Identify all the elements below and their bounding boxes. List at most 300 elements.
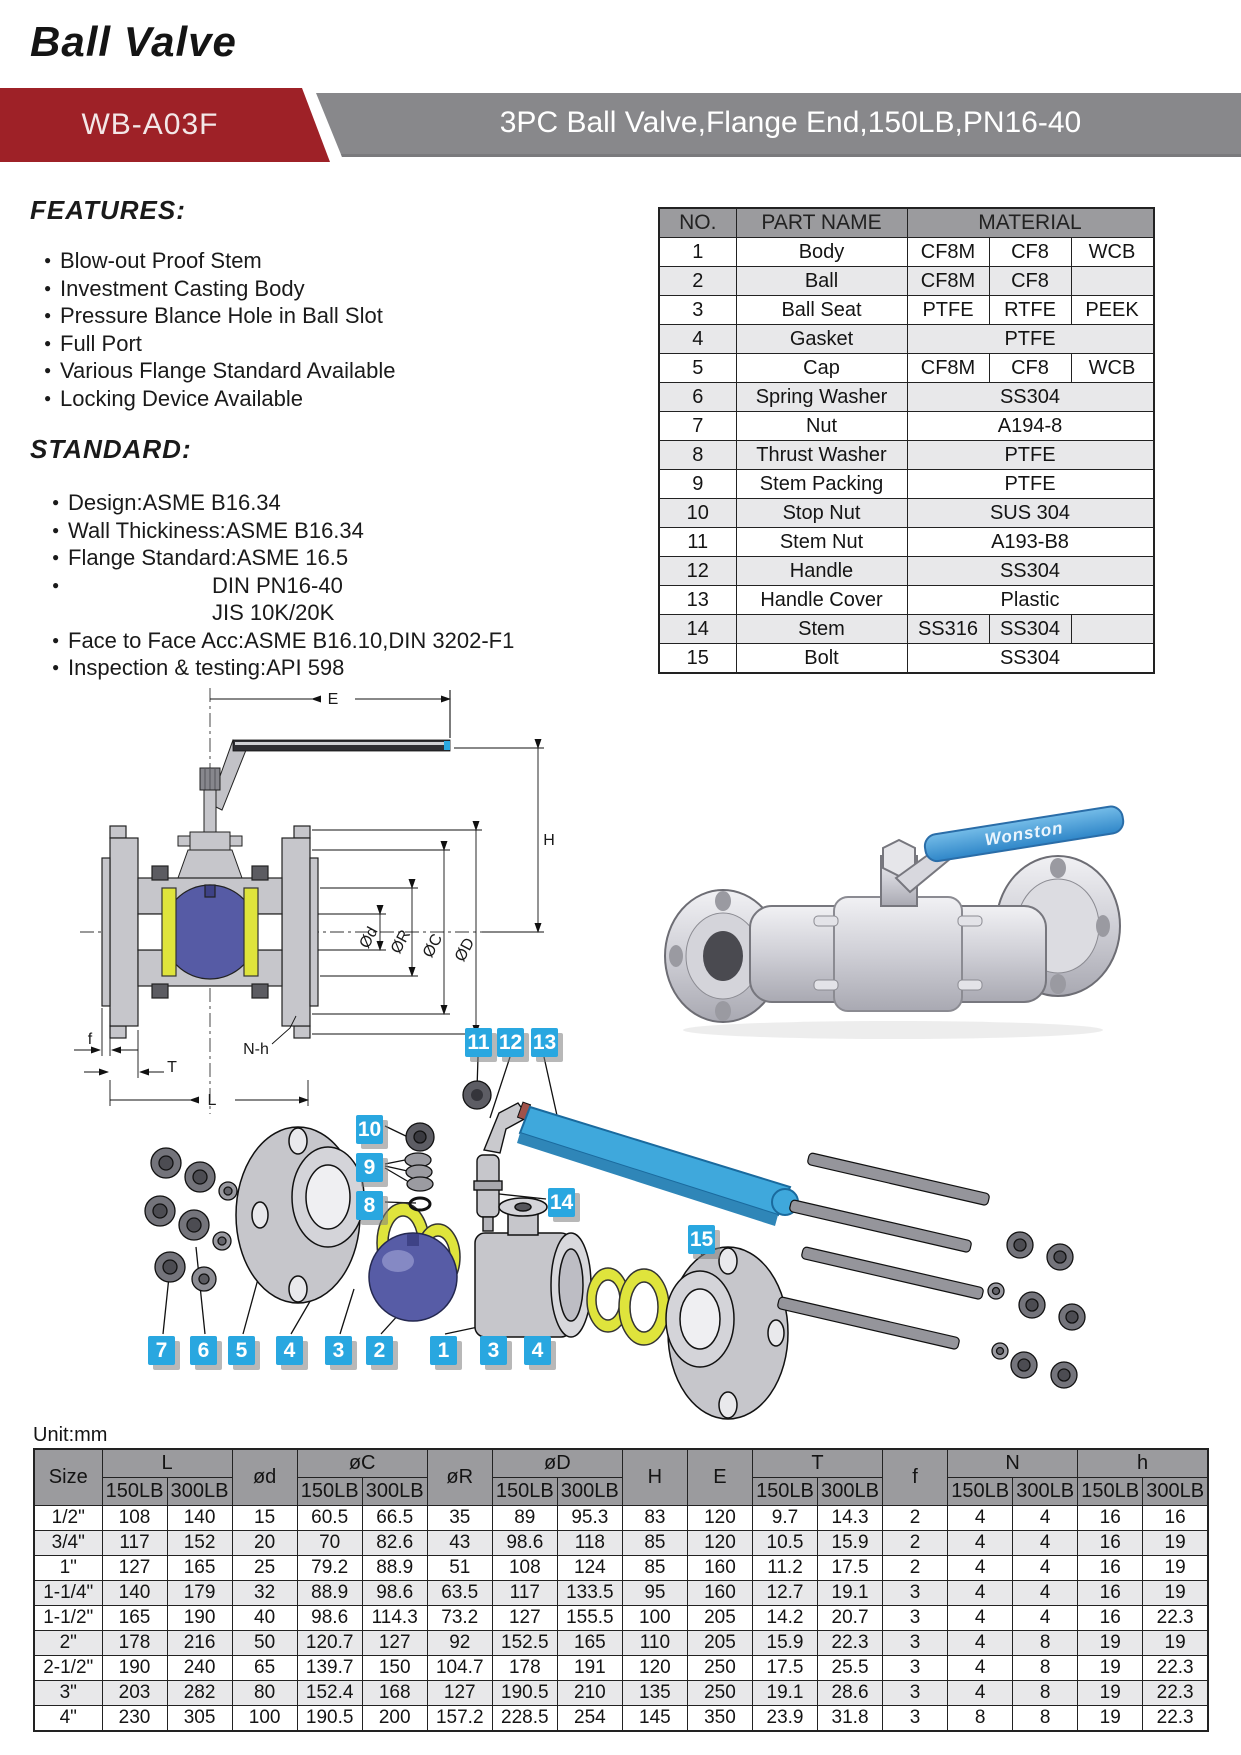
table-cell: Bolt xyxy=(736,644,907,674)
table-cell: 14 xyxy=(659,615,736,644)
dim-header-cell: 300LB xyxy=(1013,1478,1078,1506)
part-number-label: 10 xyxy=(356,1115,383,1144)
table-cell: 65 xyxy=(232,1656,297,1681)
table-cell: 85 xyxy=(622,1556,687,1581)
handle-graphic xyxy=(210,740,450,810)
studs-exploded xyxy=(777,1152,990,1349)
table-cell: 4 xyxy=(948,1531,1013,1556)
table-cell: 13 xyxy=(659,586,736,615)
table-cell: 8 xyxy=(1013,1656,1078,1681)
brand-text: Wonston xyxy=(983,818,1065,850)
table-cell: Stem Packing xyxy=(736,470,907,499)
table-cell: 104.7 xyxy=(427,1656,492,1681)
dim-header-cell: H xyxy=(622,1449,687,1506)
table-cell: Body xyxy=(736,238,907,267)
table-cell: 10.5 xyxy=(752,1531,817,1556)
parts-header-no: NO. xyxy=(659,208,736,238)
table-cell: 25 xyxy=(232,1556,297,1581)
table-cell: 127 xyxy=(102,1556,167,1581)
table-cell: 117 xyxy=(492,1581,557,1606)
table-cell: 2 xyxy=(883,1556,948,1581)
table-cell: 20 xyxy=(232,1531,297,1556)
part-number-label: 6 xyxy=(190,1336,217,1365)
standard-item: ● Flange Standard:ASME 16.5 xyxy=(52,544,514,572)
dim-table-row xyxy=(34,1531,1208,1556)
table-cell: 1-1/2" xyxy=(34,1606,102,1631)
table-cell: 190.5 xyxy=(492,1681,557,1706)
table-cell: 1/2" xyxy=(34,1506,102,1531)
stem-small-parts xyxy=(405,1123,434,1210)
table-cell: 127 xyxy=(492,1606,557,1631)
table-cell: 16 xyxy=(1078,1581,1143,1606)
standard-item: ● Wall Thickiness:ASME B16.34 xyxy=(52,517,514,545)
table-cell: 19 xyxy=(1143,1631,1208,1656)
table-cell: 133.5 xyxy=(557,1581,622,1606)
parts-table-row xyxy=(659,383,1154,412)
table-cell: 50 xyxy=(232,1631,297,1656)
table-cell: 120 xyxy=(687,1506,752,1531)
dim-header-cell: 150LB xyxy=(297,1478,362,1506)
exploded-view xyxy=(88,945,1240,1433)
table-cell: 23.9 xyxy=(752,1706,817,1732)
parts-table-row xyxy=(659,557,1154,586)
part-number-label: 1 xyxy=(430,1336,457,1365)
dim-table-row xyxy=(34,1581,1208,1606)
dimension-table-head xyxy=(34,1449,1208,1506)
table-cell: 3 xyxy=(659,296,736,325)
table-cell: CF8M xyxy=(907,267,989,296)
dim-label: E xyxy=(327,691,339,708)
table-cell: 11 xyxy=(659,528,736,557)
table-cell: 127 xyxy=(427,1681,492,1706)
table-cell: SS316 xyxy=(907,615,989,644)
parts-table-row xyxy=(659,441,1154,470)
standard-heading: STANDARD: xyxy=(30,434,192,464)
dimension-table xyxy=(33,1448,1209,1732)
table-cell: 63.5 xyxy=(427,1581,492,1606)
table-cell: A194-8 xyxy=(907,412,1154,441)
table-cell: 95.3 xyxy=(557,1506,622,1531)
part-number-label: 4 xyxy=(276,1336,303,1365)
handle-photo xyxy=(923,805,1125,863)
table-cell: 4 xyxy=(1013,1606,1078,1631)
table-cell xyxy=(1071,267,1154,296)
table-cell: 82.6 xyxy=(362,1531,427,1556)
table-cell: Stop Nut xyxy=(736,499,907,528)
table-cell: 150 xyxy=(362,1656,427,1681)
dim-header-cell: 300LB xyxy=(167,1478,232,1506)
table-cell: 254 xyxy=(557,1706,622,1732)
parts-table xyxy=(658,207,1155,674)
table-cell: Stem Nut xyxy=(736,528,907,557)
table-cell: Ball xyxy=(736,267,907,296)
table-cell: 4 xyxy=(948,1556,1013,1581)
table-cell: CF8 xyxy=(989,354,1071,383)
table-cell: 4 xyxy=(1013,1531,1078,1556)
table-cell: 4 xyxy=(948,1581,1013,1606)
table-cell: 350 xyxy=(687,1706,752,1732)
table-cell: 168 xyxy=(362,1681,427,1706)
dim-table-row xyxy=(34,1506,1208,1531)
table-cell: 120 xyxy=(687,1531,752,1556)
table-cell: 16 xyxy=(1143,1506,1208,1531)
table-cell: 4 xyxy=(948,1681,1013,1706)
table-cell: 8 xyxy=(659,441,736,470)
parts-header-material: MATERIAL xyxy=(907,208,1154,238)
table-cell: 19 xyxy=(1078,1631,1143,1656)
table-cell: 12 xyxy=(659,557,736,586)
dim-label: T xyxy=(167,1059,177,1076)
table-cell: CF8M xyxy=(907,238,989,267)
parts-table-row xyxy=(659,586,1154,615)
dim-header-cell: L xyxy=(102,1449,232,1478)
parts-table-body xyxy=(659,238,1154,674)
stem-exploded xyxy=(474,1155,502,1231)
part-number-label: 15 xyxy=(688,1225,715,1254)
table-cell: 165 xyxy=(167,1556,232,1581)
part-number-label: 7 xyxy=(148,1336,175,1365)
table-cell: SUS 304 xyxy=(907,499,1154,528)
table-cell: 139.7 xyxy=(297,1656,362,1681)
table-cell: 108 xyxy=(492,1556,557,1581)
dim-table-row xyxy=(34,1706,1208,1732)
table-cell: 19 xyxy=(1143,1581,1208,1606)
ball-exploded xyxy=(369,1233,457,1321)
table-cell: 179 xyxy=(167,1581,232,1606)
table-cell: 152 xyxy=(167,1531,232,1556)
table-cell: SS304 xyxy=(907,644,1154,674)
table-cell: 3 xyxy=(883,1681,948,1706)
table-cell: Plastic xyxy=(907,586,1154,615)
table-cell: 88.9 xyxy=(297,1581,362,1606)
standard-sub-item: JIS 10K/20K xyxy=(212,600,335,625)
table-cell: 6 xyxy=(659,383,736,412)
table-cell: 2-1/2" xyxy=(34,1656,102,1681)
table-cell: 9.7 xyxy=(752,1506,817,1531)
part-number-label: 4 xyxy=(524,1336,551,1365)
dim-table-row xyxy=(34,1556,1208,1581)
table-cell: 40 xyxy=(232,1606,297,1631)
dim-header-cell: 300LB xyxy=(557,1478,622,1506)
parts-table-row xyxy=(659,615,1154,644)
table-cell: 210 xyxy=(557,1681,622,1706)
parts-header-name: PART NAME xyxy=(736,208,907,238)
unit-label: Unit:mm xyxy=(33,1424,108,1446)
feature-item: ● Blow-out Proof Stem xyxy=(44,247,396,275)
part-number-label: 12 xyxy=(497,1028,524,1057)
feature-item: ● Pressure Blance Hole in Ball Slot xyxy=(44,302,396,330)
table-cell: 216 xyxy=(167,1631,232,1656)
table-cell: 165 xyxy=(557,1631,622,1656)
table-cell: WCB xyxy=(1071,354,1154,383)
table-cell: 205 xyxy=(687,1606,752,1631)
nut-cluster-left xyxy=(145,1148,237,1291)
table-cell: 118 xyxy=(557,1531,622,1556)
dim-header-cell: E xyxy=(687,1449,752,1506)
part-number-label: 3 xyxy=(480,1336,507,1365)
table-cell: 16 xyxy=(1078,1531,1143,1556)
table-cell: 3 xyxy=(883,1706,948,1732)
table-cell: RTFE xyxy=(989,296,1071,325)
table-cell: 22.3 xyxy=(1143,1681,1208,1706)
table-cell: 3/4" xyxy=(34,1531,102,1556)
part-number-label: 8 xyxy=(356,1191,383,1220)
table-cell: 15 xyxy=(659,644,736,674)
parts-table-row xyxy=(659,644,1154,674)
standard-item: ● Inspection & testing:API 598 xyxy=(52,654,514,682)
table-cell: 230 xyxy=(102,1706,167,1732)
table-cell: 31.8 xyxy=(818,1706,883,1732)
table-cell: 228.5 xyxy=(492,1706,557,1732)
table-cell: 4 xyxy=(948,1606,1013,1631)
features-heading: FEATURES: xyxy=(30,195,186,225)
part-number-label: 9 xyxy=(356,1153,383,1182)
table-cell: 19 xyxy=(1078,1656,1143,1681)
dim-label: ØR xyxy=(387,927,415,957)
parts-table-row xyxy=(659,354,1154,383)
table-cell: 79.2 xyxy=(297,1556,362,1581)
feature-item: ● Investment Casting Body xyxy=(44,275,396,303)
table-cell: 205 xyxy=(687,1631,752,1656)
table-cell: 98.6 xyxy=(297,1606,362,1631)
table-cell: A193-B8 xyxy=(907,528,1154,557)
model-banner xyxy=(0,88,1241,162)
table-cell: PTFE xyxy=(907,441,1154,470)
dim-header-cell: 300LB xyxy=(362,1478,427,1506)
table-cell: 70 xyxy=(297,1531,362,1556)
table-cell: 51 xyxy=(427,1556,492,1581)
dim-table-row xyxy=(34,1631,1208,1656)
part-number-label: 13 xyxy=(531,1028,558,1057)
table-cell: 16 xyxy=(1078,1606,1143,1631)
table-cell: 4 xyxy=(1013,1581,1078,1606)
model-code: WB-A03F xyxy=(81,108,219,141)
table-cell: Gasket xyxy=(736,325,907,354)
table-cell: 190 xyxy=(102,1656,167,1681)
part-number-label: 2 xyxy=(366,1336,393,1365)
table-cell: 20.7 xyxy=(818,1606,883,1631)
features-list xyxy=(44,247,396,412)
table-cell: 282 xyxy=(167,1681,232,1706)
dim-label: ØD xyxy=(451,935,479,965)
table-cell: 15.9 xyxy=(818,1531,883,1556)
dim-header-cell: 150LB xyxy=(948,1478,1013,1506)
dim-header-cell: f xyxy=(883,1449,948,1506)
dim-header-cell: 150LB xyxy=(1078,1478,1143,1506)
table-cell: SS304 xyxy=(989,615,1071,644)
table-cell: 2" xyxy=(34,1631,102,1656)
table-cell: 3 xyxy=(883,1581,948,1606)
feature-item: ● Various Flange Standard Available xyxy=(44,357,396,385)
table-cell: 178 xyxy=(102,1631,167,1656)
table-cell: CF8M xyxy=(907,354,989,383)
dim-header-cell: 150LB xyxy=(752,1478,817,1506)
table-cell: 190.5 xyxy=(297,1706,362,1732)
table-cell: 83 xyxy=(622,1506,687,1531)
table-cell: 19 xyxy=(1078,1706,1143,1732)
table-cell: 178 xyxy=(492,1656,557,1681)
seat-rings-right xyxy=(587,1268,669,1345)
table-cell: 124 xyxy=(557,1556,622,1581)
table-cell: 73.2 xyxy=(427,1606,492,1631)
dim-header-cell: ød xyxy=(232,1449,297,1506)
table-cell: WCB xyxy=(1071,238,1154,267)
table-cell: 66.5 xyxy=(362,1506,427,1531)
table-cell: 140 xyxy=(167,1506,232,1531)
table-cell: 155.5 xyxy=(557,1606,622,1631)
table-cell: Handle Cover xyxy=(736,586,907,615)
table-cell: 19 xyxy=(1078,1681,1143,1706)
part-number-label: 5 xyxy=(228,1336,255,1365)
table-cell: 3 xyxy=(883,1631,948,1656)
dim-header-cell: øC xyxy=(297,1449,427,1478)
right-flange-exploded xyxy=(666,1247,788,1419)
table-cell: 2 xyxy=(659,267,736,296)
table-cell: Spring Washer xyxy=(736,383,907,412)
table-cell: 2 xyxy=(883,1531,948,1556)
dim-label: H xyxy=(543,832,555,849)
table-cell: 95 xyxy=(622,1581,687,1606)
standard-sub-group xyxy=(52,572,514,627)
table-cell: 85 xyxy=(622,1531,687,1556)
dim-header-cell: h xyxy=(1078,1449,1208,1478)
table-cell: 22.3 xyxy=(818,1631,883,1656)
table-cell: 2 xyxy=(883,1506,948,1531)
dim-header-cell: 300LB xyxy=(818,1478,883,1506)
table-cell: 19.1 xyxy=(752,1681,817,1706)
dim-table-row xyxy=(34,1656,1208,1681)
table-cell: 3 xyxy=(883,1656,948,1681)
parts-table-row xyxy=(659,499,1154,528)
table-cell: 250 xyxy=(687,1681,752,1706)
table-cell: PTFE xyxy=(907,296,989,325)
dim-header-cell: 150LB xyxy=(102,1478,167,1506)
page-title: Ball Valve xyxy=(30,18,237,65)
table-cell: 19.1 xyxy=(818,1581,883,1606)
table-cell: 191 xyxy=(557,1656,622,1681)
dim-label: ØC xyxy=(419,931,447,961)
table-cell: 28.6 xyxy=(818,1681,883,1706)
table-cell: 22.3 xyxy=(1143,1606,1208,1631)
table-cell: 80 xyxy=(232,1681,297,1706)
dim-label: Ød xyxy=(356,924,382,952)
table-cell: 4" xyxy=(34,1706,102,1732)
table-cell: PEEK xyxy=(1071,296,1154,325)
table-cell: 14.3 xyxy=(818,1506,883,1531)
table-cell: 152.4 xyxy=(297,1681,362,1706)
table-cell: 1-1/4" xyxy=(34,1581,102,1606)
table-cell: 4 xyxy=(659,325,736,354)
table-cell: 120.7 xyxy=(297,1631,362,1656)
part-number-label: 3 xyxy=(325,1336,352,1365)
table-cell: 16 xyxy=(1078,1506,1143,1531)
table-cell: 117 xyxy=(102,1531,167,1556)
dim-header-cell: 150LB xyxy=(492,1478,557,1506)
table-cell: 32 xyxy=(232,1581,297,1606)
dimension-table-body xyxy=(34,1506,1208,1732)
table-cell: Cap xyxy=(736,354,907,383)
table-cell: PTFE xyxy=(907,470,1154,499)
table-cell: 8 xyxy=(1013,1681,1078,1706)
table-cell: 22.3 xyxy=(1143,1656,1208,1681)
table-cell: 200 xyxy=(362,1706,427,1732)
table-cell: SS304 xyxy=(907,383,1154,412)
table-cell: 1" xyxy=(34,1556,102,1581)
table-cell: 3" xyxy=(34,1681,102,1706)
table-cell: 305 xyxy=(167,1706,232,1732)
left-flange-exploded xyxy=(236,1127,364,1303)
table-cell: 114.3 xyxy=(362,1606,427,1631)
table-cell: 4 xyxy=(1013,1506,1078,1531)
table-cell: 120 xyxy=(622,1656,687,1681)
table-cell: 5 xyxy=(659,354,736,383)
part-number-label: 11 xyxy=(465,1028,492,1057)
table-cell: 98.6 xyxy=(362,1581,427,1606)
table-cell: 1 xyxy=(659,238,736,267)
table-cell: 110 xyxy=(622,1631,687,1656)
table-cell: 100 xyxy=(232,1706,297,1732)
table-cell: 127 xyxy=(362,1631,427,1656)
standard-item: ● Face to Face Acc:ASME B16.10,DIN 3202-F1 xyxy=(52,627,514,655)
parts-table-row xyxy=(659,296,1154,325)
table-cell: 15.9 xyxy=(752,1631,817,1656)
table-cell: 160 xyxy=(687,1581,752,1606)
feature-item: ● Locking Device Available xyxy=(44,385,396,413)
table-cell: 19 xyxy=(1143,1556,1208,1581)
table-cell: 145 xyxy=(622,1706,687,1732)
table-cell: 3 xyxy=(883,1606,948,1631)
table-cell: Stem xyxy=(736,615,907,644)
part-number-label: 14 xyxy=(548,1188,575,1217)
parts-table-row xyxy=(659,267,1154,296)
table-cell xyxy=(1071,615,1154,644)
table-cell: Thrust Washer xyxy=(736,441,907,470)
dim-label: L xyxy=(207,1092,217,1109)
parts-table-row xyxy=(659,470,1154,499)
parts-table-row xyxy=(659,238,1154,267)
table-cell: 108 xyxy=(102,1506,167,1531)
table-cell: 14.2 xyxy=(752,1606,817,1631)
table-cell: 157.2 xyxy=(427,1706,492,1732)
dim-label: N-h xyxy=(243,1041,269,1058)
table-cell: 7 xyxy=(659,412,736,441)
table-cell: 100 xyxy=(622,1606,687,1631)
table-cell: 60.5 xyxy=(297,1506,362,1531)
dim-header-cell: øR xyxy=(427,1449,492,1506)
table-cell: 15 xyxy=(232,1506,297,1531)
dim-header-cell: T xyxy=(752,1449,882,1478)
table-cell: 98.6 xyxy=(492,1531,557,1556)
table-cell: 4 xyxy=(948,1656,1013,1681)
table-cell: 16 xyxy=(1078,1556,1143,1581)
table-cell: 89 xyxy=(492,1506,557,1531)
dim-header-cell: N xyxy=(948,1449,1078,1478)
table-cell: SS304 xyxy=(907,557,1154,586)
table-cell: 10 xyxy=(659,499,736,528)
table-cell: 9 xyxy=(659,470,736,499)
table-cell: Ball Seat xyxy=(736,296,907,325)
table-cell: 35 xyxy=(427,1506,492,1531)
dim-header-cell: øD xyxy=(492,1449,622,1478)
table-cell: 4 xyxy=(948,1506,1013,1531)
table-cell: 11.2 xyxy=(752,1556,817,1581)
dim-header-cell: 300LB xyxy=(1143,1478,1208,1506)
table-cell: 190 xyxy=(167,1606,232,1631)
table-cell: 135 xyxy=(622,1681,687,1706)
table-cell: 8 xyxy=(1013,1706,1078,1732)
standard-item: ● Design:ASME B16.34 xyxy=(52,489,514,517)
table-cell: 88.9 xyxy=(362,1556,427,1581)
